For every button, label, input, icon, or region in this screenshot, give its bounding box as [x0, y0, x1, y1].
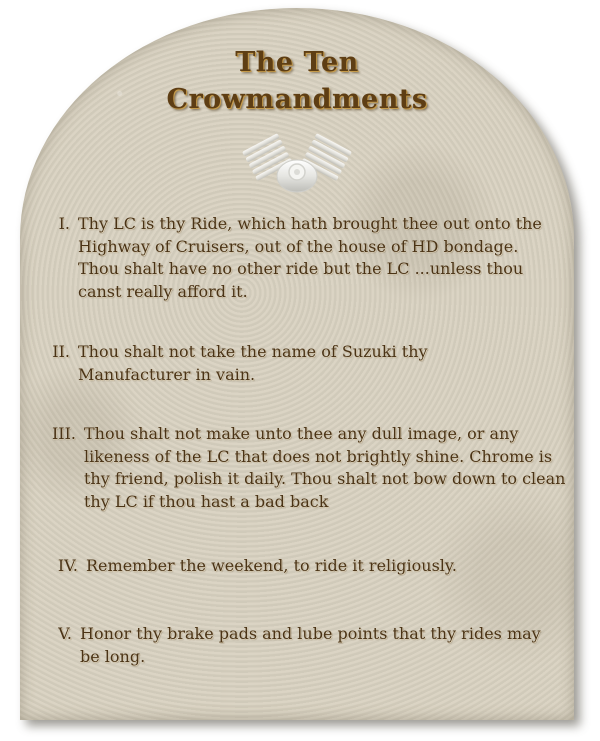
commandment-number: III.: [51, 424, 76, 443]
commandment-number: II.: [52, 342, 70, 361]
commandment-4: [42, 555, 552, 578]
commandment-2: [44, 341, 544, 386]
commandment-text: Thy LC is thy Ride, which hath brought thee out onto the Highway of Cruisers, out of the house of HD bondage. Thou shalt have no other ride but the LC ...unless thou canst really afford it.: [78, 214, 542, 301]
title-line-1: The Ten: [235, 47, 359, 78]
v-twin-engine-icon: [238, 132, 356, 198]
stone-tablet: [20, 8, 574, 720]
commandment-number: IV.: [57, 556, 78, 575]
commandment-number: V.: [58, 624, 72, 643]
commandment-5: [50, 623, 550, 668]
commandment-1: [48, 213, 558, 303]
commandment-text: Thou shalt not take the name of Suzuki thy Manufacturer in vain.: [78, 342, 428, 384]
commandment-number: I.: [58, 214, 70, 233]
commandment-text: Thou shalt not make unto thee any dull image, or any likeness of the LC that does not brightly shine. Chrome is thy friend, polish it daily. Thou shalt not bow down to clean thy LC if thou hast a bad back: [84, 424, 566, 511]
commandment-3: [42, 423, 567, 513]
commandment-text: Remember the weekend, to ride it religiously.: [86, 556, 457, 575]
commandment-text: Honor thy brake pads and lube points that thy rides may be long.: [80, 624, 541, 666]
title-line-2: Crowmandments: [166, 84, 428, 115]
